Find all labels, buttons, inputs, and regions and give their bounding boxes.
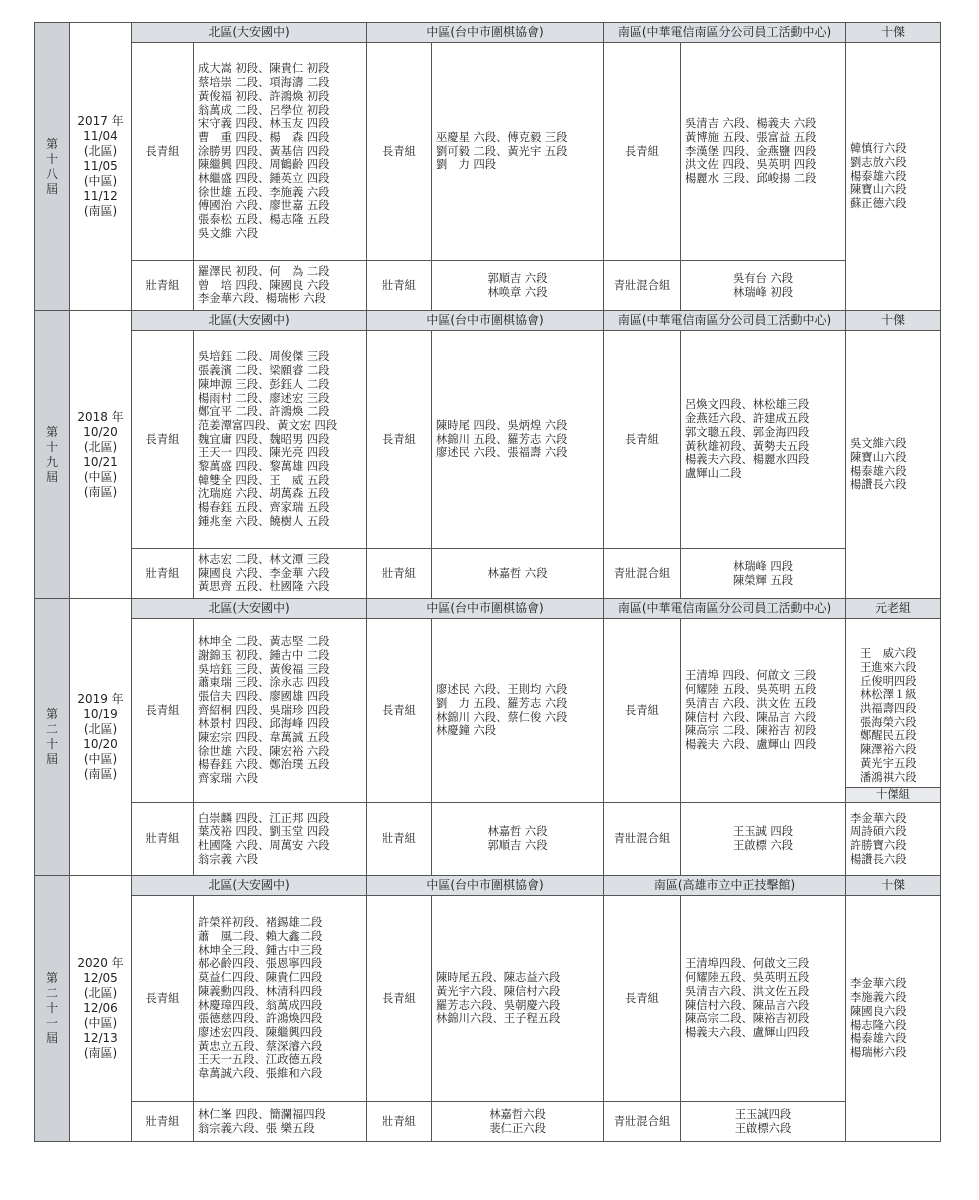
entry-line: 葉茂裕 四段、劉玉堂 四段: [198, 825, 330, 839]
north-senior-list: [194, 619, 367, 803]
north-youth-list: [194, 803, 367, 876]
entry-line: 鍾兆奎 六段、饒樹人 五段: [198, 514, 330, 528]
entry-line: 林瑞峰 四段: [732, 559, 794, 573]
entry-line: 陳高宗二段、陳裕吉初段: [685, 1012, 810, 1026]
right-header: 十傑: [846, 876, 941, 896]
youth-label: 壯青組: [132, 803, 194, 876]
edition-char: 九: [45, 454, 58, 469]
senior-label: 長青組: [132, 896, 194, 1102]
entry-line: 郭文聰五段、郭金海四段: [685, 425, 810, 439]
entry-line: 楊讚長六段: [850, 852, 907, 866]
entry-line: 吳有台 六段: [732, 271, 794, 285]
entry-line: 陳繼興 四段、周鶴齡 四段: [198, 158, 330, 172]
right-list: [846, 619, 941, 803]
entry-line: 王清埠 四段、何啟文 三段: [685, 669, 817, 683]
entry-line: 李金華六段: [850, 811, 907, 825]
date-cell: [70, 876, 132, 1142]
entry-line: 鄭宜平 二段、許鴻煥 二段: [198, 405, 330, 419]
entry-line: (北區): [83, 986, 118, 1000]
entry-line: 2020 年: [77, 956, 124, 970]
entry-line: 王天一五段、江政德五段: [198, 1053, 323, 1067]
entry-line: 吳文維 六段: [198, 226, 259, 240]
entry-line: 傅國治 六段、廖世嘉 五段: [198, 199, 330, 213]
youth-label: 青壯混合組: [604, 261, 681, 311]
north-header: 北區(大安國中): [132, 23, 367, 43]
entry-line: 郭順吉 六段: [487, 271, 548, 285]
entry-line: 林唤章 六段: [487, 285, 548, 299]
entry-line: 劉 力 五段、羅芳志 六段: [436, 696, 568, 710]
entry-line: 陳時尾五段、陳志益六段: [436, 971, 561, 985]
youth-label: 青壯混合組: [604, 1102, 681, 1142]
entry-line: 黃光宇五段: [860, 756, 917, 770]
entry-line: 莫益仁四段、陳貴仁四段: [198, 971, 323, 985]
entry-line: 楊讚長六段: [850, 478, 907, 492]
entry-line: 林瑞峰 初段: [732, 285, 794, 299]
entry-line: 10/21: [83, 454, 118, 469]
central-youth-list: [432, 261, 604, 311]
south-youth-list: [681, 549, 846, 599]
date-cell: [70, 23, 132, 311]
entry-line: 周詩碩六段: [850, 825, 907, 839]
senior-label: 長青組: [604, 619, 681, 803]
entry-line: 廖述宏四段、陳繼興四段: [198, 1025, 323, 1039]
entry-line: 涂勝男 四段、黃基信 四段: [198, 144, 330, 158]
entry-line: 呂煥文四段、林松雄三段: [685, 398, 810, 412]
entry-line: 楊雨村 二段、廖述宏 三段: [198, 391, 330, 405]
entry-line: 楊春鈺 六段、鄭治璞 五段: [198, 758, 330, 772]
edition-char: 一: [45, 1016, 58, 1030]
edition-char: 八: [45, 166, 58, 181]
entry-line: 廖述民 六段、張福壽 六段: [436, 446, 568, 460]
south-senior-list: [681, 43, 846, 261]
entry-line: 曹 重 四段、楊 森 四段: [198, 130, 330, 144]
entry-line: 王天一 四段、陳光亮 四段: [198, 446, 330, 460]
entry-line: 12/05: [83, 971, 118, 985]
right-list: [846, 896, 941, 1142]
entry-line: 羅澤民 初段、何 為 二段: [198, 264, 330, 278]
entry-line: 盧輝山二段: [685, 466, 742, 480]
youth-label: 壯青組: [132, 261, 194, 311]
entry-line: 11/05: [83, 159, 118, 173]
entry-line: 郝必齡四段、張恩寧四段: [198, 957, 323, 971]
entry-line: 羅芳志六段、吳朝慶六段: [436, 998, 561, 1012]
entry-line: 2018 年: [77, 409, 124, 424]
youth-label: 壯青組: [367, 803, 432, 876]
central-header: 中區(台中市圍棋協會): [367, 23, 604, 43]
entry-line: (中區): [83, 174, 118, 188]
entry-line: 陳澤裕六段: [860, 743, 917, 757]
senior-label: 長青組: [604, 43, 681, 261]
entry-line: (中區): [83, 1016, 118, 1030]
entry-line: 宋守義 四段、林玉友 四段: [198, 117, 330, 131]
senior-label: 長青組: [604, 331, 681, 549]
north-youth-list: [194, 549, 367, 599]
entry-line: 蘇正德六段: [850, 197, 907, 211]
edition-char: 屆: [45, 469, 58, 484]
entry-line: (南區): [83, 204, 118, 218]
entry-line: 12/06: [83, 1001, 118, 1015]
entry-line: 林坤全三段、鍾古中三段: [198, 943, 323, 957]
central-youth-list: [432, 803, 604, 876]
entry-line: 楊麗水 三段、邱峻揚 二段: [685, 172, 817, 186]
senior-label: 長青組: [367, 896, 432, 1102]
entry-line: 楊泰雄六段: [850, 464, 907, 478]
entry-line: 徐世雄 六段、陳宏裕 六段: [198, 744, 330, 758]
central-header: 中區(台中市圍棋協會): [367, 311, 604, 331]
entry-line: 林慶鐘 六段: [436, 724, 497, 738]
entry-line: 韓慎行六段: [850, 142, 907, 156]
entry-line: 李漢堡 四段、金燕鹽 四段: [685, 144, 817, 158]
entry-line: (南區): [83, 1046, 118, 1060]
edition-char: 十: [45, 1001, 58, 1015]
senior-label: 長青組: [367, 331, 432, 549]
entry-line: 王清埠四段、何啟文三段: [685, 957, 810, 971]
entry-line: 12/13: [83, 1031, 118, 1045]
senior-label: 長青組: [132, 619, 194, 803]
entry-line: 韓雙全 四段、王 威 五段: [198, 473, 330, 487]
entry-line: 吳清吉 六段、楊義夫 六段: [685, 117, 817, 131]
north-senior-list: [194, 43, 367, 261]
entry-line: 張義濱 二段、梁願睿 二段: [198, 364, 330, 378]
entry-line: 林慶璋四段、翁萬成四段: [198, 998, 323, 1012]
entry-line: 楊義夫 六段、盧輝山 四段: [685, 737, 817, 751]
entry-line: 王進來六段: [860, 660, 917, 674]
edition-char: 第: [45, 707, 58, 721]
entry-line: 林錦川六段、王子程五段: [436, 1012, 561, 1026]
edition-char: 屆: [45, 181, 58, 196]
entry-line: 吳文維六段: [850, 437, 907, 451]
entry-line: 劉志放六段: [850, 155, 907, 169]
date-cell: [70, 311, 132, 599]
central-header: 中區(台中市圍棋協會): [367, 599, 604, 619]
right-header: 十傑: [846, 311, 941, 331]
entry-line: 林志宏 二段、林文潭 三段: [198, 552, 330, 566]
south-header: 南區(中華電信南區分公司員工活動中心): [604, 599, 846, 619]
north-header: 北區(大安國中): [132, 599, 367, 619]
entry-line: 李金華六段、楊瑞彬 六段: [198, 292, 326, 306]
entry-line: 齊紹桐 四段、吳瑞珍 四段: [198, 703, 330, 717]
entry-line: 金燕廷六段、許建成五段: [685, 412, 810, 426]
entry-line: 謝錦玉 初段、鍾古中 二段: [198, 648, 330, 662]
entry-line: 林嘉哲 六段: [487, 825, 548, 839]
entry-line: 黃秋雄初段、黃勢夫五段: [685, 439, 810, 453]
edition-char: 二: [45, 986, 58, 1000]
north-header: 北區(大安國中): [132, 311, 367, 331]
entry-line: 翁宗義 六段: [198, 852, 259, 866]
entry-line: 王玉誠 四段: [732, 825, 794, 839]
entry-line: 丘俊明四段: [860, 674, 917, 688]
entry-line: 許勝寶六段: [850, 839, 907, 852]
entry-line: 成大嵩 初段、陳貴仁 初段: [198, 62, 330, 76]
entry-line: 吳清吉六段、洪文佐五段: [685, 984, 810, 998]
entry-line: 黃博施 五段、張富益 五段: [685, 130, 817, 144]
tournament-results-table: [34, 22, 941, 1142]
entry-line: 11/12: [83, 189, 118, 203]
entry-line: 蕭 風二段、賴大鑫二段: [198, 929, 323, 943]
entry-line: 林繼盛 四段、鍾英立 四段: [198, 172, 330, 186]
edition-char: 第: [45, 424, 58, 439]
entry-line: 楊瑞彬六段: [850, 1045, 907, 1059]
entry-line: 巫慶星 六段、傅克毅 三段: [436, 130, 568, 144]
central-youth-list: [432, 549, 604, 599]
central-senior-list: [432, 43, 604, 261]
right-list: [846, 43, 941, 311]
north-youth-list: [194, 261, 367, 311]
entry-line: 齊家瑞 六段: [198, 772, 259, 786]
entry-line: 王啟標 六段: [732, 839, 794, 852]
entry-line: 廖述民 六段、王則均 六段: [436, 683, 568, 697]
entry-line: 郭順吉 六段: [487, 839, 548, 852]
entry-line: 黎萬盛 四段、黎萬雄 四段: [198, 460, 330, 474]
south-senior-list: [681, 619, 846, 803]
entry-line: 張信夫 四段、廖國雄 四段: [198, 689, 330, 703]
edition-char: 屆: [45, 752, 58, 766]
entry-line: 劉可毅 二段、黃光宇 五段: [436, 144, 568, 158]
entry-line: 林嘉哲 六段: [487, 566, 548, 580]
entry-line: 何耀陸五段、吳英明五段: [685, 971, 810, 985]
entry-line: 楊義夫六段、楊麗水四段: [685, 453, 810, 467]
entry-line: 陳高宗 二段、陳裕吉 初段: [685, 724, 817, 738]
entry-line: 陳榮輝 五段: [732, 573, 794, 587]
entry-line: 楊泰雄六段: [850, 1032, 907, 1046]
youth-label: 壯青組: [367, 549, 432, 599]
entry-line: 陳時尾 四段、吳炳煌 六段: [436, 418, 568, 432]
south-senior-list: [681, 896, 846, 1102]
entry-line: 陳信村六段、陳品言六段: [685, 998, 810, 1012]
entry-line: 洪福壽四段: [860, 702, 917, 716]
entry-line: 李施義六段: [850, 991, 907, 1005]
entry-line: 許榮祥初段、褚錫雄二段: [198, 916, 323, 930]
entry-line: (南區): [83, 484, 118, 499]
north-senior-list: [194, 896, 367, 1102]
central-youth-list: [432, 1102, 604, 1142]
central-header: 中區(台中市圍棋協會): [367, 876, 604, 896]
entry-line: 黃思齊 五段、杜國隆 六段: [198, 580, 330, 594]
north-youth-list: [194, 1102, 367, 1142]
entry-line: 翁萬成 二段、呂學位 初段: [198, 103, 330, 117]
entry-line: 楊春鈺 五段、齊家瑞 五段: [198, 501, 330, 515]
entry-line: 陳國良六段: [850, 1004, 907, 1018]
entry-line: 張泰松 五段、楊志隆 五段: [198, 213, 330, 227]
youth-label: 壯青組: [367, 261, 432, 311]
entry-line: 11/04: [83, 129, 118, 143]
entry-line: 陳信村 六段、陳品言 六段: [685, 710, 817, 724]
south-header: 南區(中華電信南區分公司員工活動中心): [604, 311, 846, 331]
entry-line: 2019 年: [77, 692, 124, 706]
youth-label: 壯青組: [367, 1102, 432, 1142]
date-cell: [70, 599, 132, 876]
entry-line: 楊義夫六段、盧輝山四段: [685, 1025, 810, 1039]
entry-line: 吳清吉 六段、洪文佐 五段: [685, 696, 817, 710]
entry-line: 杜國隆 六段、周萬安 六段: [198, 839, 330, 852]
entry-line: 蕭東瑞 三段、涂永志 四段: [198, 676, 330, 690]
entry-line: 黃忠立五段、蔡深濬六段: [198, 1039, 323, 1053]
right-bottom-list: [846, 803, 941, 876]
senior-label: 長青組: [132, 331, 194, 549]
entry-line: 張海榮六段: [860, 715, 917, 729]
entry-line: 林錦川 六段、蔡仁俊 六段: [436, 710, 568, 724]
entry-line: 林仁峯 四段、簡瀾福四段: [198, 1107, 326, 1121]
edition-label: [35, 23, 70, 311]
entry-line: (北區): [83, 144, 118, 158]
edition-char: 二: [45, 722, 58, 736]
entry-line: 韋萬誠六段、張維和六段: [198, 1067, 323, 1081]
entry-line: 沈瑞庭 六段、胡萬森 五段: [198, 487, 330, 501]
right-header: 十傑: [846, 23, 941, 43]
entry-line: 林錦川 五段、羅芳志 六段: [436, 432, 568, 446]
entry-line: 陳義勳四段、林清科四段: [198, 984, 323, 998]
entry-line: 黃俊福 初段、許鴻煥 初段: [198, 89, 330, 103]
entry-line: 何耀陸 五段、吳英明 五段: [685, 683, 817, 697]
entry-line: 林坤全 二段、黃志堅 二段: [198, 635, 330, 649]
entry-line: 王啟標六段: [734, 1121, 792, 1135]
entry-line: 林松澤１級: [860, 688, 917, 702]
senior-label: 長青組: [132, 43, 194, 261]
right-sub-header: 十傑組: [846, 787, 940, 802]
south-header: 南區(高雄市立中正技擊館): [604, 876, 846, 896]
entry-line: (中區): [83, 469, 118, 484]
edition-label: [35, 311, 70, 599]
entry-line: 李金華六段: [850, 977, 907, 991]
entry-line: 陳宏宗 四段、韋萬誠 五段: [198, 731, 330, 745]
edition-char: 第: [45, 971, 58, 985]
south-header: 南區(中華電信南區分公司員工活動中心): [604, 23, 846, 43]
entry-line: 10/19: [83, 707, 118, 721]
entry-line: 鄭醒民五段: [860, 729, 917, 743]
south-youth-list: [681, 261, 846, 311]
youth-label: 青壯混合組: [604, 549, 681, 599]
entry-line: 2017 年: [77, 114, 124, 128]
senior-label: 長青組: [367, 43, 432, 261]
youth-label: 壯青組: [132, 1102, 194, 1142]
entry-line: 曾 培 四段、陳國良 六段: [198, 278, 330, 292]
entry-line: 王 威六段: [860, 647, 917, 661]
edition-char: 十: [45, 439, 58, 454]
central-senior-list: [432, 331, 604, 549]
north-senior-list: [194, 331, 367, 549]
entry-line: 陳坤源 三段、彭鈺人 二段: [198, 377, 330, 391]
entry-line: 魏宜庸 四段、魏昭男 四段: [198, 432, 330, 446]
entry-line: (中區): [83, 752, 118, 766]
entry-line: 徐世雄 五段、李施義 六段: [198, 185, 330, 199]
edition-label: [35, 876, 70, 1142]
right-header: 元老組: [846, 599, 941, 619]
entry-line: 洪文佐 四段、吳英明 四段: [685, 158, 817, 172]
entry-line: 楊泰雄六段: [850, 169, 907, 183]
youth-label: 壯青組: [132, 549, 194, 599]
entry-line: (南區): [83, 767, 118, 781]
entry-line: 張德慈四段、許鴻煥四段: [198, 1012, 323, 1026]
entry-line: 陳國良 六段、李金華 六段: [198, 566, 330, 580]
central-senior-list: [432, 619, 604, 803]
entry-line: 林嘉哲六段: [489, 1107, 546, 1121]
entry-line: 白崇麟 四段、江正邦 四段: [198, 811, 330, 825]
south-youth-list: [681, 1102, 846, 1142]
edition-char: 屆: [45, 1031, 58, 1045]
entry-line: 10/20: [83, 737, 118, 751]
entry-line: 楊志隆六段: [850, 1018, 907, 1032]
entry-line: 王玉誠四段: [734, 1107, 792, 1121]
north-header: 北區(大安國中): [132, 876, 367, 896]
entry-line: 劉 力 四段: [436, 158, 497, 172]
right-list: [846, 331, 941, 599]
south-youth-list: [681, 803, 846, 876]
senior-label: 長青組: [604, 896, 681, 1102]
entry-line: 黃光宇六段、陳信村六段: [436, 984, 561, 998]
entry-line: 陳寶山六段: [850, 450, 907, 464]
central-senior-list: [432, 896, 604, 1102]
south-senior-list: [681, 331, 846, 549]
entry-line: 林景村 四段、邱海峰 四段: [198, 717, 330, 731]
entry-line: 吳培鈺 二段、周俊傑 三段: [198, 350, 330, 364]
entry-line: 吳培鈺 三段、黃俊福 三段: [198, 662, 330, 676]
entry-line: 翁宗義六段、張 樂五段: [198, 1121, 315, 1135]
entry-line: 范姜潭富四段、黃文宏 四段: [198, 418, 338, 432]
entry-line: 裴仁正六段: [489, 1121, 546, 1135]
entry-line: (北區): [83, 722, 118, 736]
senior-label: 長青組: [367, 619, 432, 803]
entry-line: 潘鴻祺六段: [860, 770, 917, 784]
edition-char: 十: [45, 151, 58, 166]
entry-line: 陳寶山六段: [850, 183, 907, 197]
entry-line: 蔡培崇 二段、項海濤 二段: [198, 76, 330, 90]
edition-char: 第: [45, 136, 58, 151]
edition-label: [35, 599, 70, 876]
entry-line: (北區): [83, 439, 118, 454]
entry-line: 10/20: [83, 424, 118, 439]
youth-label: 青壯混合組: [604, 803, 681, 876]
edition-char: 十: [45, 737, 58, 751]
